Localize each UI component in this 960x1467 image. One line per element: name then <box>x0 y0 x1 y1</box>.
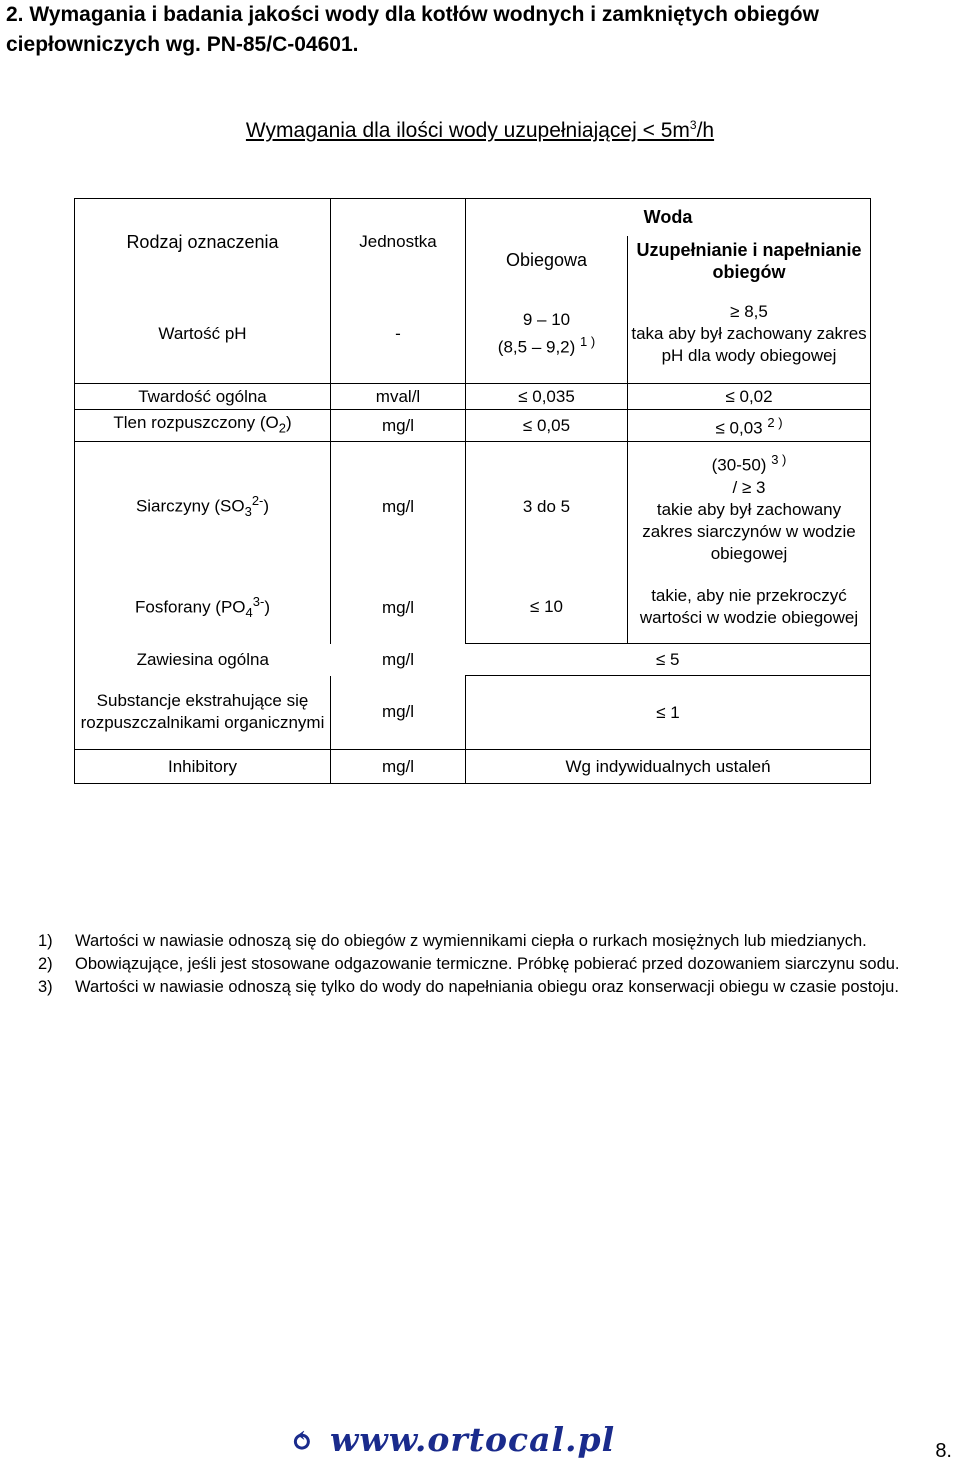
section-heading: 2. Wymagania i badania jakości wody dla kotłów wodnych i zamkniętych obiegów ciepłowniczych wg. PN-85/C-04601. <box>6 3 819 56</box>
row-zawiesina-name: Zawiesina ogólna <box>75 644 331 676</box>
footnote-2: 2) Obowiązujące, jeśli jest stosowane odgazowanie termiczne. Próbkę pobierać przed dozowaniem siarczynu sodu. <box>38 955 900 973</box>
header-uzupelnianie: Uzupełnianie i napełnianie obiegów <box>628 236 871 286</box>
row-tlen-unit: mg/l <box>331 410 466 442</box>
footnotes <box>38 930 918 999</box>
row-tlen-obiegowa: ≤ 0,05 <box>466 410 628 442</box>
row-ph-obiegowa: 9 – 10 (8,5 – 9,2) $^{1 )}$ <box>466 286 628 384</box>
row-substancje-name: Substancje ekstrahujące się rozpuszczalnikami organicznymi <box>75 676 331 750</box>
row-substancje-value: ≤ 1 <box>466 676 871 750</box>
row-zawiesina-value: ≤ 5 <box>466 644 871 676</box>
row-inhibitory-unit: mg/l <box>331 750 466 784</box>
header-rodzaj: Rodzaj oznaczenia <box>75 199 331 286</box>
row-ph-name: Wartość pH <box>75 286 331 384</box>
footnote-1: 1) Wartości w nawiasie odnoszą się do obiegów z wymiennikami ciepła o rurkach mosiężnych lub miedzianych. <box>38 932 867 950</box>
header-woda: Woda <box>466 199 871 236</box>
row-siarczyny-uzupelnianie: (30-50) $^{3 )}$ / ≥ 3 takie aby był zachowany zakres siarczynów w wodzie obiegowej <box>628 442 871 572</box>
header-jednostka: Jednostka <box>331 199 466 286</box>
row-twardosc-unit: mval/l <box>331 384 466 410</box>
row-tlen-name: Tlen rozpuszczony $(O_2)$ <box>75 410 331 442</box>
footnote-3: 3) Wartości w nawiasie odnoszą się tylko do wody do napełniania obiegu oraz konserwacji obiegu w czasie postoju. <box>38 978 899 996</box>
row-siarczyny-obiegowa: 3 do 5 <box>466 442 628 572</box>
row-twardosc-obiegowa: ≤ 0,035 <box>466 384 628 410</box>
logo-swirl-icon: ⥀ <box>290 1425 315 1458</box>
row-twardosc-uzupelnianie: ≤ 0,02 <box>628 384 871 410</box>
page-number: 8. <box>935 1440 952 1462</box>
row-ph-uzupelnianie: ≥ 8,5 taka aby był zachowany zakres pH dla wody obiegowej <box>628 286 871 384</box>
row-zawiesina-unit: mg/l <box>381 649 415 669</box>
row-fosforany-name: Fosforany $(PO_4^{3-})$ <box>75 572 331 644</box>
table-title: Wymagania dla ilości wody uzupełniającej < $5m^3/h$ <box>245 118 715 142</box>
row-inhibitory-value: Wg indywidualnych ustaleń <box>466 750 871 784</box>
row-inhibitory-name: Inhibitory <box>75 750 331 784</box>
requirements-table <box>74 198 871 784</box>
row-fosforany-obiegowa: ≤ 10 <box>466 572 628 644</box>
row-tlen-uzupelnianie: ≤ 0,03 $^{2 )}$ <box>628 410 871 442</box>
row-siarczyny-name: Siarczyny $(SO_3^{2-})$ <box>75 442 331 572</box>
row-siarczyny-unit: mg/l <box>331 442 466 572</box>
row-fosforany-uzupelnianie: takie, aby nie przekroczyć wartości w wodzie obiegowej <box>628 572 871 644</box>
row-fosforany-unit: mg/l <box>331 572 466 644</box>
row-substancje-unit: mg/l <box>381 702 415 722</box>
header-obiegowa: Obiegowa <box>466 236 628 286</box>
row-ph-unit: - <box>331 286 466 384</box>
row-twardosc-name: Twardość ogólna <box>75 384 331 410</box>
ortocal-logo: ⥀ www.ortocal.pl <box>290 1420 616 1459</box>
